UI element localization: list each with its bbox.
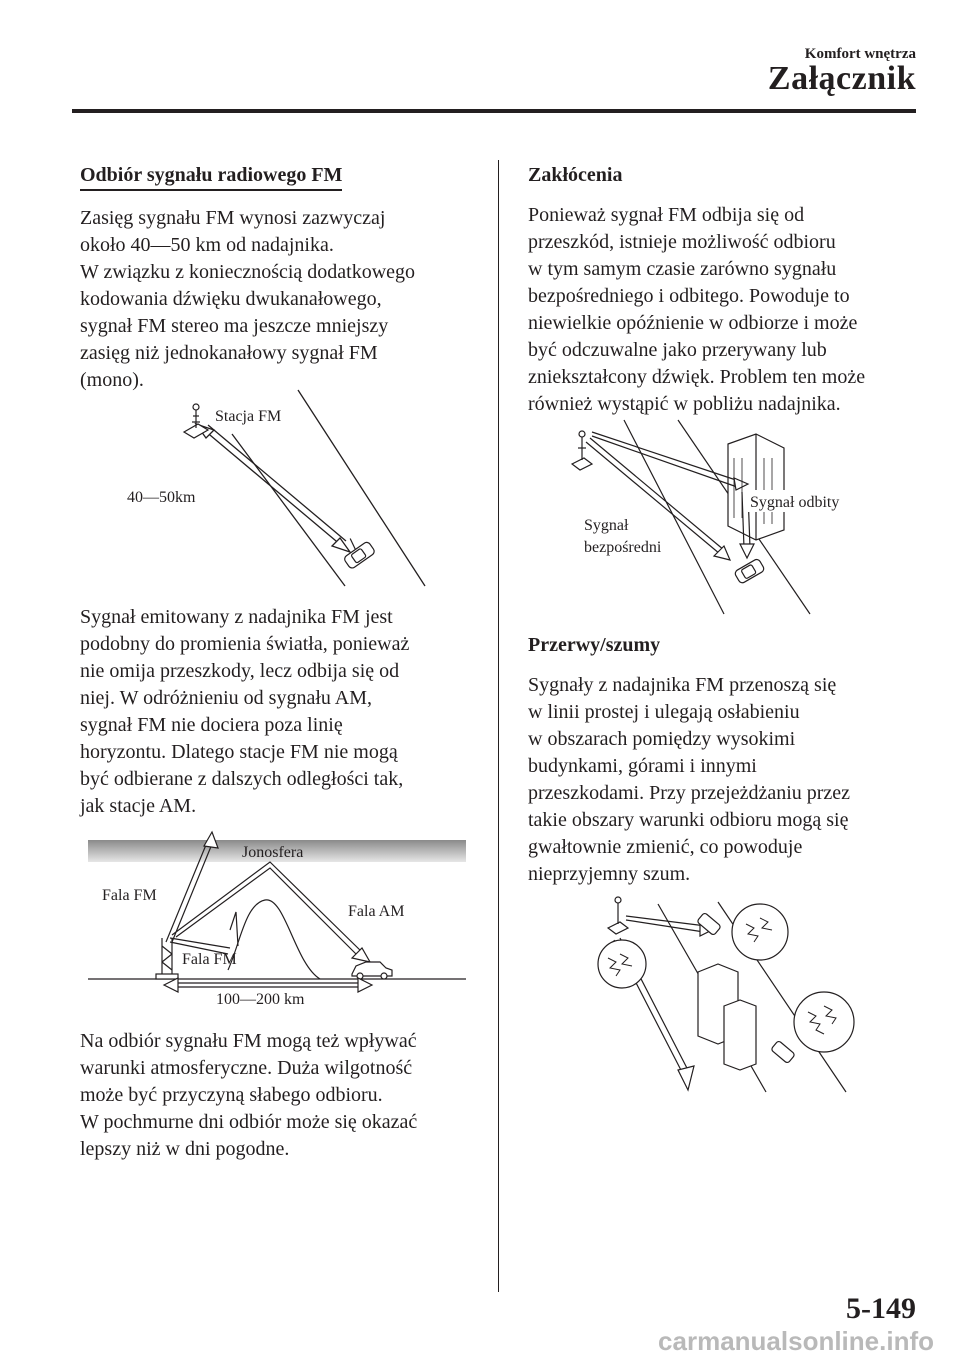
text-line: nie omija przeszkody, lecz odbija się od bbox=[80, 660, 400, 682]
text-line: Zasięg sygnału FM wynosi zazwyczaj bbox=[80, 207, 386, 229]
label-fm-wave-sky: Fala FM bbox=[102, 887, 157, 904]
text-line: w linii prostej i ulegają osłabieniu bbox=[528, 701, 800, 723]
text-line: Sygnały z nadajnika FM przenoszą się bbox=[528, 674, 837, 696]
label-fm-wave-ground: Fala FM bbox=[182, 951, 237, 968]
label-reflected-signal: Sygnał odbity bbox=[750, 494, 840, 511]
text-line: niewielkie opóźnienie w odbiorze i może bbox=[528, 312, 858, 334]
label-direct-signal-2: bezpośredni bbox=[584, 539, 662, 556]
text-line: być odczuwalne jako przerywany lub bbox=[528, 339, 827, 361]
text-line: gwałtownie zmienić, co powoduje bbox=[528, 836, 803, 858]
text-line: horyzontu. Dlatego stacje FM nie mogą bbox=[80, 741, 398, 763]
text-line: przeszkodami. Przy przejeżdżaniu przez bbox=[528, 782, 851, 804]
text-line: W związku z koniecznością dodatkowego bbox=[80, 261, 416, 283]
text-line: bezpośredniego i odbitego. Powoduje to bbox=[528, 285, 850, 307]
text-line: niej. W odróżnieniu od sygnału AM, bbox=[80, 687, 373, 709]
figure-multipath bbox=[528, 418, 928, 614]
section-heading-dropouts: Przerwy/szumy bbox=[528, 634, 661, 656]
text-line: nieprzyjemny szum. bbox=[528, 863, 691, 885]
text-line: w obszarach pomiędzy wysokimi bbox=[528, 728, 796, 750]
running-header-section: Komfort wnętrza bbox=[804, 46, 916, 62]
text-line: kodowania dźwięku dwukanałowego, bbox=[80, 288, 382, 310]
label-direct-signal-1: Sygnał bbox=[584, 517, 629, 534]
label-distance: 100―200 km bbox=[216, 991, 305, 1008]
paragraph-fm-range bbox=[80, 205, 480, 394]
text-line: w tym samym czasie zarówno sygnału bbox=[528, 258, 837, 280]
label-range: 40―50km bbox=[127, 489, 196, 506]
paragraph-atmospheric bbox=[80, 1028, 480, 1163]
figure-fm-am-waves bbox=[80, 834, 480, 1014]
car-icon bbox=[352, 962, 392, 979]
text-line: zniekształcony dźwięk. Problem ten może bbox=[528, 366, 866, 388]
car-icon bbox=[336, 531, 375, 570]
text-line: przeszkód, istnieje możliwość odbioru bbox=[528, 231, 836, 253]
text-line: (mono). bbox=[80, 369, 144, 391]
right-column bbox=[528, 162, 928, 1096]
text-line: sygnał FM nie dociera poza linię bbox=[80, 714, 343, 736]
label-am-wave: Fala AM bbox=[348, 903, 405, 920]
text-line: sygnał FM stereo ma jeszcze mniejszy bbox=[80, 315, 389, 337]
label-ionosphere: Jonosfera bbox=[242, 844, 304, 861]
page-number: 5-149 bbox=[846, 1292, 916, 1325]
text-line: około 40―50 km od nadajnika. bbox=[80, 234, 334, 256]
left-column bbox=[80, 162, 480, 1163]
text-line: podobny do promienia światła, ponieważ bbox=[80, 633, 410, 655]
text-line: Sygnał emitowany z nadajnika FM jest bbox=[80, 606, 393, 628]
figure-noise-obstacles bbox=[528, 896, 928, 1096]
text-line: takie obszary warunki odbioru mogą się bbox=[528, 809, 849, 831]
paragraph-fm-line-of-sight bbox=[80, 604, 480, 820]
running-header-title: Załącznik bbox=[767, 60, 916, 97]
transmitter-tower-icon bbox=[156, 938, 178, 979]
text-line: może być przyczyną słabego odbioru. bbox=[80, 1084, 383, 1106]
label-fm-station: Stacja FM bbox=[215, 408, 282, 425]
text-line: zasięg niż jednokanałowy sygnał FM bbox=[80, 342, 378, 364]
section-heading-interference: Zakłócenia bbox=[528, 164, 623, 186]
text-line: warunki atmosferyczne. Duża wilgotność bbox=[80, 1057, 413, 1079]
watermark: carmanualsonline.info bbox=[658, 1326, 934, 1356]
column-divider bbox=[498, 160, 499, 1292]
paragraph-interference bbox=[528, 202, 928, 418]
figure-fm-station-range bbox=[80, 394, 480, 594]
text-line: lepszy niż w dni pogodne. bbox=[80, 1138, 290, 1160]
text-line: Ponieważ sygnał FM odbija się od bbox=[528, 204, 805, 226]
section-heading-fm-reception: Odbiór sygnału radiowego FM bbox=[80, 162, 342, 191]
paragraph-dropouts bbox=[528, 672, 928, 888]
text-line: jak stacje AM. bbox=[80, 795, 197, 817]
text-line: W pochmurne dni odbiór może się okazać bbox=[80, 1111, 418, 1133]
text-line: budynkami, górami i innymi bbox=[528, 755, 757, 777]
text-line: również wystąpić w pobliżu nadajnika. bbox=[528, 393, 841, 415]
text-line: Na odbiór sygnału FM mogą też wpływać bbox=[80, 1030, 417, 1052]
text-line: być odbierane z dalszych odległości tak, bbox=[80, 768, 404, 790]
header-rule bbox=[72, 109, 916, 113]
